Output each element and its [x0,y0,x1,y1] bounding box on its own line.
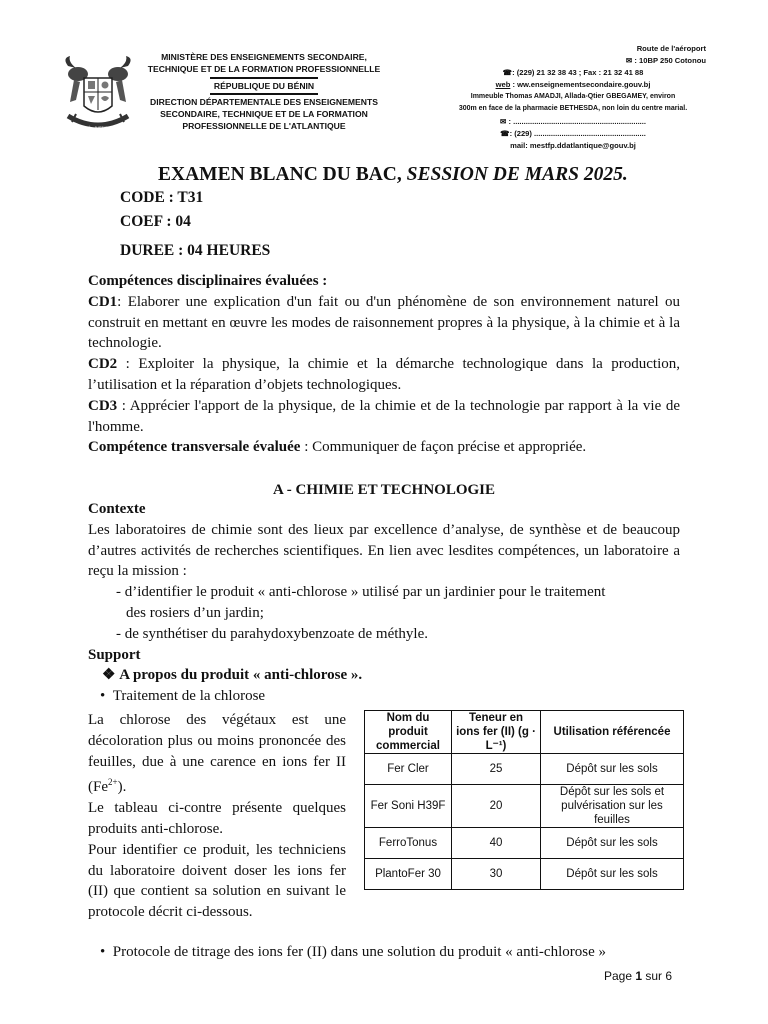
table-header-row [365,711,684,754]
product-name: Fer Cler [365,754,452,785]
chlorose-paragraph: La chlorose des végétaux est une décoloration plus ou moins prononcée des feuilles, due à une carence en ions fer II $(Fe^{2+})$. [88,712,346,796]
exam-code: CODE : T31 [120,189,204,206]
contact-phone-blank: ☎: (229) ..................................................... [500,128,646,138]
divider [210,93,318,95]
contact-phone: ☎: (229) 21 32 38 43 ; Fax : 21 32 41 88 [502,68,644,78]
exam-coef: COEF : 04 [120,213,191,230]
mission-2: - de synthétiser du parahydoxybenzoate de méthyle. [116,625,428,642]
section-a-heading: A - CHIMIE ET TECHNOLOGIE [273,482,495,498]
product-table [364,710,684,890]
cd3-paragraph [88,396,680,438]
product-name: Fer Soni H39F [365,785,452,828]
cd1-text: : Elaborer une explication d'un fait ou d'un phénomène de son environnement naturel ou construit en mettant en œuvre les modes de raisonnement propres à la physique, à la chimie et à la technologie. [88,293,680,352]
transversale-label: Compétence transversale évaluée [88,439,301,456]
table-row [365,828,684,859]
competences-block [88,271,680,458]
product-name: PlantoFer 30 [365,859,452,890]
contact-address-2: 300m en face de la pharmacie BETHESDA, non loin du centre marial. [458,105,688,113]
direction-line: DIRECTION DÉPARTEMENTALE DES ENSEIGNEMENTS [150,97,378,108]
mission-1-cont: des rosiers d’un jardin; [126,604,264,621]
table-row [365,754,684,785]
direction-line: PROFESSIONNELLE DE L'ATLANTIQUE [182,120,346,131]
iron-content: 20 [452,785,541,828]
iron-content: 30 [452,859,541,890]
diamond-bullet-icon: ❖ [102,667,120,684]
exam-duration: DUREE : 04 HEURES [120,242,271,259]
product-name: FerroTonus [365,828,452,859]
ministry-line: MINISTÈRE DES ENSEIGNEMENTS SECONDAIRE, [161,52,367,62]
usage: Dépôt sur les sols [541,859,684,890]
col-header: Nom du produit commercial [365,711,452,754]
cd3-text: : Apprécier l'apport de la physique, de la chimie et de la technologie par rapport à la vie de l'homme. [88,397,680,435]
bullet-icon: • [100,944,113,960]
direction-line: SECONDAIRE, TECHNIQUE ET DE LA FORMATION [160,109,368,120]
exam-title [158,164,628,186]
contact-block [440,43,706,152]
emblem-motto: FRATERNITÉ · JUSTICE · TRAVAIL [67,126,129,130]
competences-heading: Compétences disciplinaires évaluées : [88,273,328,289]
usage: Dépôt sur les sols et pulvérisation sur les feuilles [541,785,684,828]
ministry-header [136,52,392,133]
col-header: Utilisation référencée [541,711,684,754]
title-session: SESSION DE MARS 2025. [406,164,628,185]
cd1-paragraph [88,292,680,354]
bullet-traitement: • Traitement de la chlorose [100,688,266,705]
contact-address-1: Immeuble Thomas AMADJI, Allada-Qtier GBEGAMEY, environ [470,93,676,101]
support-heading: Support [88,646,141,663]
country-name: RÉPUBLIQUE DU BÉNIN [213,80,315,91]
chlorose-column [88,710,346,923]
apropos-heading: ❖ A propos du produit « anti-chlorose ». [102,667,363,684]
tableau-paragraph: Le tableau ci-contre présente quelques produits anti-chlorose. [88,800,346,837]
cd2-text: : Exploiter la physique, la chimie et la démarche technologique dans la production, l’utilisation et la réparation d’objets technologiques. [88,356,680,393]
bullet-icon: • [100,688,113,705]
cd1-label: CD1 [88,293,118,310]
usage: Dépôt sur les sols [541,754,684,785]
iron-content: 25 [452,754,541,785]
contexte-text: Les laboratoires de chimie sont des lieux par excellence d’analyse, de synthèse et de beaucoup d’autres activités de recherches scientifiques. En lien avec lesdites compétences, un laboratoire a reçu la mission : [88,521,680,580]
bullet-protocole: • Protocole de titrage des ions fer (II) dans une solution du produit « anti-chlorose » [100,944,606,960]
mission-1: - d’identifier le produit « anti-chlorose » utilisé par un jardinier pour le traitement [116,584,606,601]
cd3-label: CD3 [88,397,118,414]
contact-mail[interactable]: mail: mestfp.ddatlantique@gouv.bj [510,140,636,150]
table-row [365,859,684,890]
web-url[interactable]: : ww.enseignementsecondaire.gouv.bj [510,80,651,90]
emblem [60,54,136,140]
contact-web [440,79,706,91]
cd2-paragraph [88,354,680,396]
contact-road: Route de l'aéroport [636,44,706,53]
ministry-line: TECHNIQUE ET DE LA FORMATION PROFESSIONNELLE [147,63,381,74]
col-header: Teneur en ions fer (II) (g · L⁻¹) [452,711,541,754]
contact-bp-blank: ✉ : ............................................................... [499,116,647,126]
web-label: web [495,80,511,90]
iron-content: 40 [452,828,541,859]
transversale-paragraph [88,437,680,458]
identifier-paragraph: Pour identifier ce produit, les techniciens du laboratoire doivent doser les ions fer (II) que contient sa solution en suivant le protocole décrit ci-dessous. [88,841,346,921]
page-number: Page 1 sur 6 [604,969,673,983]
transversale-text: : Communiquer de façon précise et appropriée. [300,439,587,456]
title-main: EXAMEN BLANC DU BAC, [158,164,402,185]
contexte-heading: Contexte [88,501,146,517]
usage: Dépôt sur les sols [541,828,684,859]
cd2-label: CD2 [88,356,118,373]
contact-bp: ✉ : 10BP 250 Cotonou [625,56,706,66]
table-row [365,785,684,828]
divider [210,77,318,79]
contexte-block [88,499,680,707]
